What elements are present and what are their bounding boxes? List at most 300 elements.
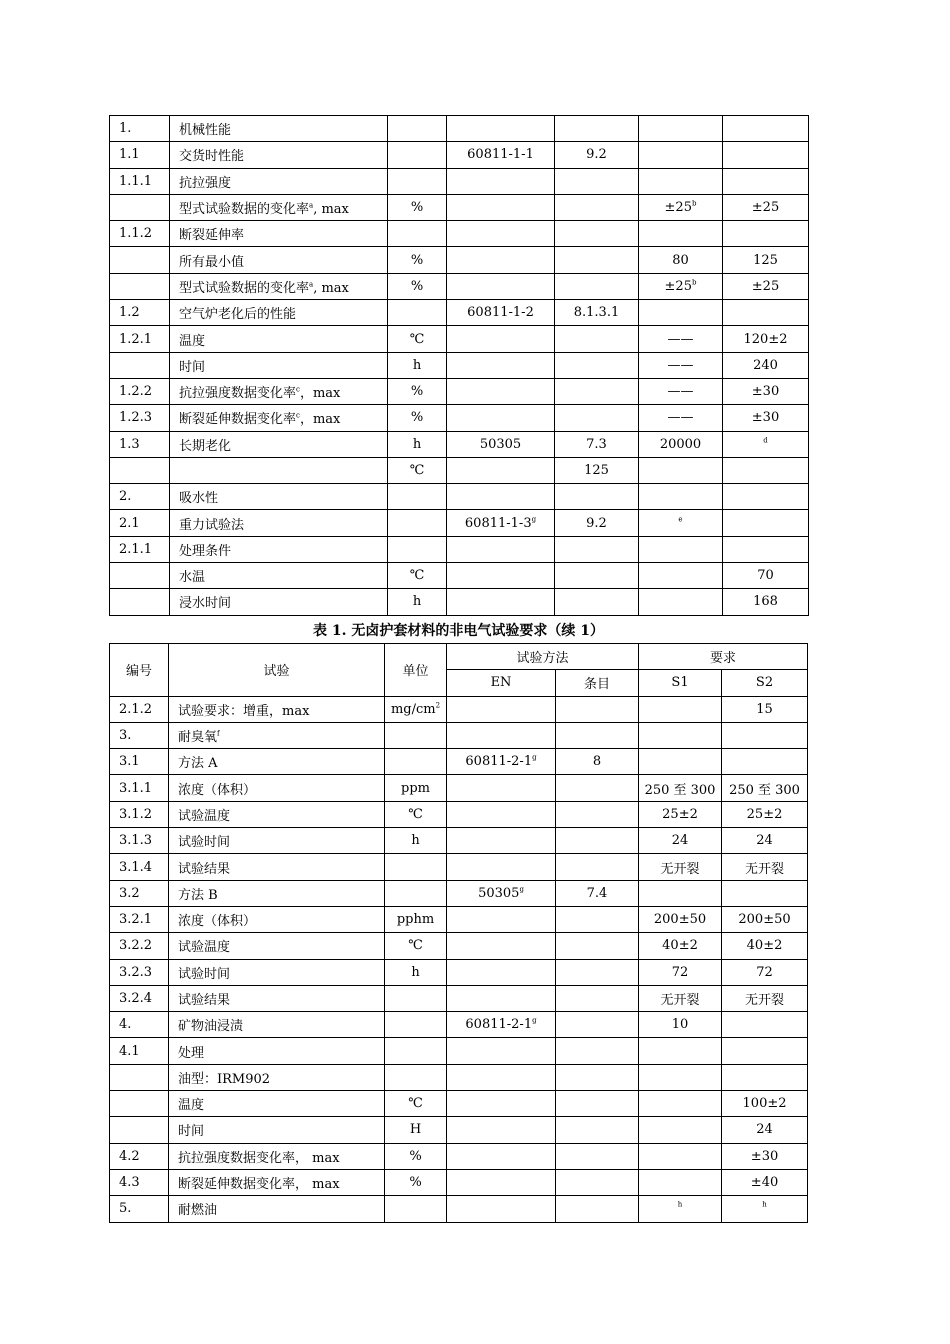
cell-clause [556, 1038, 639, 1064]
cell-no [110, 300, 170, 326]
table-row [110, 116, 809, 142]
cell-s1-text: 10 [671, 1017, 689, 1033]
cell-unit [385, 1117, 447, 1143]
cell-s2-text: ±25 [751, 278, 780, 294]
cell-unit-text: h [412, 357, 422, 373]
cell-unit [385, 906, 447, 932]
footnote-mark: b [691, 278, 697, 287]
cell-s2 [722, 1117, 808, 1143]
cell-unit [385, 1169, 447, 1195]
table-row [110, 1196, 808, 1222]
header-en: EN [447, 670, 556, 696]
cell-s2-text: 200±50 [738, 912, 791, 928]
cell-s1-text: —— [667, 384, 694, 400]
cell-clause-text: 8.1.3.1 [573, 305, 620, 321]
cell-no-text: 1.1 [119, 147, 140, 163]
footnote-mark: g [532, 754, 537, 762]
cell-no [110, 801, 169, 827]
cell-clause [556, 985, 639, 1011]
cell-s2 [722, 828, 808, 854]
cell-s1 [639, 221, 723, 247]
cell-test-text: 所有最小值 [179, 254, 245, 270]
cell-en [447, 933, 556, 959]
cell-unit [388, 510, 447, 536]
table-row [110, 1064, 808, 1090]
cell-test [170, 273, 388, 299]
cell-en [447, 1091, 556, 1117]
cell-clause [555, 221, 639, 247]
cell-test-text: 型式试验数据的变化率 [179, 280, 310, 296]
cell-test-tail: , max [313, 202, 349, 218]
cell-en [447, 273, 555, 299]
cell-test [169, 775, 385, 801]
cell-s1 [639, 801, 722, 827]
cell-no [110, 1117, 169, 1143]
cell-unit [385, 1143, 447, 1169]
cell-clause [556, 1196, 639, 1222]
cell-unit [388, 273, 447, 299]
cell-en [447, 563, 555, 589]
cell-s1-text: 72 [671, 964, 689, 980]
cell-test-text: 空气炉老化后的性能 [179, 307, 297, 323]
cell-no [110, 168, 170, 194]
cell-en [447, 405, 555, 431]
table-row [110, 749, 808, 775]
cell-test-text: 抗拉强度数据变化率， max [178, 1150, 340, 1166]
cell-test-text: 重力试验法 [179, 517, 245, 533]
cell-unit [385, 1038, 447, 1064]
table-row [110, 985, 808, 1011]
table-row [110, 405, 809, 431]
cell-en [447, 1169, 556, 1195]
table-row [110, 775, 808, 801]
cell-test-text: 时间 [178, 1124, 205, 1140]
cell-test [169, 1143, 385, 1169]
cell-unit [385, 749, 447, 775]
cell-s2-text: ±40 [750, 1175, 779, 1191]
footnote-mark: h [762, 1201, 767, 1210]
cell-no-text: 4.3 [119, 1175, 140, 1191]
cell-test-text: 耐臭氧 [178, 730, 218, 746]
cell-s2 [722, 854, 808, 880]
cell-en [447, 326, 555, 352]
footnote-mark: 2 [435, 701, 441, 710]
footnote-mark: c [296, 412, 300, 421]
cell-no [110, 457, 170, 483]
cell-test-text: 水温 [179, 570, 206, 586]
cell-no-text: 3.1.2 [119, 806, 153, 822]
cell-s1-text: 250 至 300 [644, 782, 716, 798]
cell-s2-text: 240 [753, 357, 778, 373]
cell-test-text: 耐燃油 [178, 1203, 218, 1219]
cell-s2 [722, 775, 808, 801]
cell-no [110, 696, 169, 722]
cell-s2 [722, 985, 808, 1011]
cell-s2-text: 40±2 [746, 938, 783, 954]
cell-test [170, 536, 388, 562]
cell-s1 [639, 854, 722, 880]
cell-no [110, 985, 169, 1011]
cell-en [447, 749, 556, 775]
cell-test-text: 断裂延伸数据变化率 [179, 412, 297, 428]
cell-s2 [723, 194, 809, 220]
cell-unit [388, 116, 447, 142]
cell-test [170, 168, 388, 194]
cell-clause [555, 457, 639, 483]
cell-en [447, 589, 555, 615]
cell-s1 [639, 1091, 722, 1117]
cell-test-text: 试验时间 [178, 966, 231, 982]
cell-no-text: 3.2 [119, 885, 140, 901]
table-row [110, 933, 808, 959]
cell-unit-text: % [410, 278, 424, 294]
cell-test-text: 浸水时间 [179, 596, 232, 612]
cell-test [169, 696, 385, 722]
cell-no [110, 247, 170, 273]
cell-unit-text: h [412, 436, 422, 452]
cell-unit-text: % [410, 384, 424, 400]
cell-test-text: 型式试验数据的变化率 [179, 202, 310, 218]
cell-en [447, 906, 556, 932]
cell-s2 [723, 431, 809, 457]
table2-body [110, 696, 808, 1222]
cell-clause [555, 563, 639, 589]
cell-clause [555, 510, 639, 536]
cell-no-text: 2. [119, 489, 132, 505]
cell-en [447, 1064, 556, 1090]
cell-s1 [639, 405, 723, 431]
cell-test [169, 1038, 385, 1064]
cell-s1-text: 无开裂 [660, 861, 700, 877]
cell-en [447, 194, 555, 220]
cell-clause [555, 536, 639, 562]
cell-s1 [639, 696, 722, 722]
cell-test-text: 温度 [178, 1098, 205, 1114]
cell-clause [556, 696, 639, 722]
cell-test [169, 1012, 385, 1038]
cell-s2 [722, 906, 808, 932]
cell-s2 [722, 1091, 808, 1117]
cell-test-text: 机械性能 [179, 123, 232, 139]
table-row [110, 959, 808, 985]
cell-no-text: 5. [119, 1201, 132, 1217]
footnote-mark: h [677, 1201, 683, 1210]
cell-clause-text: 7.3 [586, 436, 607, 452]
cell-unit [385, 933, 447, 959]
cell-s2-text: 70 [757, 568, 774, 584]
cell-s1 [639, 775, 722, 801]
cell-test [169, 1117, 385, 1143]
cell-clause [555, 142, 639, 168]
cell-no-text: 3.1 [119, 754, 140, 770]
cell-test [169, 828, 385, 854]
table-row [110, 801, 808, 827]
cell-test-text: 抗拉强度数据变化率 [179, 386, 297, 402]
cell-en [447, 221, 555, 247]
cell-no-text: 1.1.1 [119, 173, 153, 189]
cell-clause [555, 431, 639, 457]
cell-unit-text: h [411, 833, 420, 849]
cell-clause [555, 116, 639, 142]
cell-test [169, 854, 385, 880]
table-row [110, 1117, 808, 1143]
table-row [110, 194, 809, 220]
cell-s1 [639, 1117, 722, 1143]
cell-test [170, 142, 388, 168]
cell-clause [556, 1091, 639, 1117]
cell-no-text: 1.2.3 [119, 410, 153, 426]
cell-clause [556, 959, 639, 985]
cell-unit [385, 1064, 447, 1090]
cell-clause [556, 906, 639, 932]
cell-unit-text: % [409, 1175, 422, 1191]
cell-s2-text: 24 [756, 1122, 773, 1138]
cell-s2-text: 250 至 300 [729, 782, 800, 798]
cell-unit [388, 326, 447, 352]
cell-en [447, 696, 556, 722]
header-s1: S1 [639, 670, 722, 696]
cell-s2 [723, 300, 809, 326]
cell-en [447, 1196, 556, 1222]
cell-s1-text: ±25 [664, 200, 692, 216]
cell-no [110, 1196, 169, 1222]
footnote-mark: g [532, 1016, 537, 1025]
cell-no [110, 431, 170, 457]
header-no: 编号 [110, 644, 169, 697]
table-row [110, 1091, 808, 1117]
cell-clause-text: 125 [584, 463, 609, 478]
cell-en [447, 1143, 556, 1169]
cell-en [447, 352, 555, 378]
cell-no-text: 1.1.2 [119, 226, 153, 242]
cell-s2 [723, 273, 809, 299]
cell-clause [555, 194, 639, 220]
cell-no-text: 1.2.2 [119, 384, 153, 400]
cell-clause [556, 1064, 639, 1090]
cell-test [170, 378, 388, 404]
cell-s1 [639, 589, 723, 615]
cell-test-text: 抗拉强度 [179, 175, 232, 191]
cell-test [169, 985, 385, 1011]
cell-test-text: 试验时间 [178, 835, 231, 851]
cell-s1 [639, 906, 722, 932]
cell-no-text: 3.2.2 [119, 938, 153, 954]
cell-no [110, 378, 170, 404]
cell-unit [385, 828, 447, 854]
cell-no-text: 4. [119, 1017, 132, 1033]
cell-s1-text: 25±2 [662, 806, 698, 822]
table-row [110, 510, 809, 536]
cell-test-text: 处理 [178, 1045, 205, 1061]
table-row [110, 326, 809, 352]
cell-test [170, 352, 388, 378]
cell-s2 [722, 1012, 808, 1038]
cell-unit-text: h [412, 594, 422, 610]
table-caption: 表 1. 无卤护套材料的非电气试验要求（续 1） [313, 623, 604, 639]
cell-no [110, 142, 170, 168]
cell-en-text: 50305 [479, 436, 522, 452]
cell-s2 [722, 722, 808, 748]
cell-no-text: 3. [119, 728, 132, 744]
footnote-mark: g [531, 515, 537, 524]
cell-s1 [639, 828, 722, 854]
cell-clause [555, 405, 639, 431]
cell-s2 [723, 563, 809, 589]
cell-test-text: 方法 A [178, 756, 218, 772]
cell-unit [388, 563, 447, 589]
cell-test-text: 交货时性能 [179, 149, 245, 165]
cell-s1 [639, 1196, 722, 1222]
cell-test-text: 吸水性 [179, 491, 219, 507]
cell-clause [555, 378, 639, 404]
cell-test [169, 906, 385, 932]
cell-test [169, 749, 385, 775]
cell-unit [388, 300, 447, 326]
cell-no [110, 589, 170, 615]
table-row [110, 221, 809, 247]
cell-test-text: 试验结果 [178, 861, 231, 877]
cell-no-text: 4.1 [119, 1043, 140, 1059]
cell-no [110, 194, 170, 220]
cell-test-tail: ，max [299, 386, 341, 402]
cell-no [110, 221, 170, 247]
cell-en [447, 510, 555, 536]
cell-clause [556, 775, 639, 801]
table-row [110, 1038, 808, 1064]
cell-no-text: 3.1.3 [119, 833, 153, 849]
cell-s2-text: 25±2 [746, 806, 783, 822]
cell-s1-text: —— [667, 410, 694, 426]
table-row [110, 168, 809, 194]
cell-no [110, 775, 169, 801]
cell-en [447, 168, 555, 194]
cell-test-text: 浓度（体积） [178, 782, 257, 798]
cell-s2-text: ±25 [751, 200, 780, 216]
cell-s1 [639, 959, 722, 985]
cell-unit-text: ℃ [408, 806, 423, 822]
table-row [110, 352, 809, 378]
table-row [110, 536, 809, 562]
cell-unit [385, 722, 447, 748]
cell-s1 [639, 247, 723, 273]
table-row [110, 1012, 808, 1038]
cell-no-text: 3.2.3 [119, 964, 153, 980]
cell-unit-text: ℃ [409, 463, 425, 478]
cell-s1 [639, 933, 722, 959]
cell-unit [385, 1196, 447, 1222]
cell-test-text: 矿物油浸渍 [178, 1019, 244, 1035]
table-row [110, 378, 809, 404]
cell-no [110, 933, 169, 959]
cell-no [110, 563, 170, 589]
cell-unit-text: % [410, 410, 424, 426]
cell-unit [385, 880, 447, 906]
cell-no [110, 828, 169, 854]
cell-unit-text: ℃ [408, 1096, 423, 1112]
cell-s2-text: 125 [753, 252, 778, 268]
cell-no-text: 1.3 [119, 436, 140, 452]
cell-en [447, 1012, 556, 1038]
cell-no [110, 854, 169, 880]
table-continued-part [109, 115, 809, 616]
cell-test [169, 1064, 385, 1090]
table-row [110, 300, 809, 326]
cell-unit-text: % [409, 1148, 422, 1164]
cell-test-text: 断裂延伸数据变化率， max [178, 1177, 340, 1193]
cell-test [170, 194, 388, 220]
cell-s2 [722, 1143, 808, 1169]
header-s2: S2 [722, 670, 808, 696]
cell-en [447, 985, 556, 1011]
cell-clause [556, 749, 639, 775]
cell-s1 [639, 142, 723, 168]
cell-en [447, 431, 555, 457]
cell-s1 [639, 536, 723, 562]
cell-clause-text: 7.4 [586, 885, 608, 901]
cell-en-text: 50305 [478, 885, 520, 901]
cell-s2-text: ±30 [751, 410, 780, 426]
cell-en [447, 1117, 556, 1143]
table-row [110, 1169, 808, 1195]
cell-s1-text: —— [667, 331, 694, 347]
cell-s2 [723, 589, 809, 615]
cell-clause [555, 589, 639, 615]
cell-no [110, 352, 170, 378]
cell-en [447, 801, 556, 827]
table-row [110, 273, 809, 299]
cell-en [447, 300, 555, 326]
cell-unit [385, 801, 447, 827]
cell-test [169, 959, 385, 985]
cell-test-text: 时间 [179, 359, 206, 375]
cell-no [110, 749, 169, 775]
table-row [110, 906, 808, 932]
cell-unit [388, 142, 447, 168]
cell-test-text: 试验温度 [178, 940, 231, 956]
cell-no [110, 405, 170, 431]
cell-test-text: 试验温度 [178, 808, 231, 824]
cell-unit [388, 221, 447, 247]
cell-unit-text: ℃ [409, 568, 425, 584]
cell-s2 [722, 801, 808, 827]
cell-unit [385, 1091, 447, 1117]
cell-s1 [639, 749, 722, 775]
cell-clause [556, 722, 639, 748]
cell-no-text: 3.2.4 [119, 991, 153, 1006]
cell-no [110, 906, 169, 932]
table1-body [110, 116, 809, 616]
cell-clause [556, 1169, 639, 1195]
footnote-mark: e [678, 515, 683, 524]
cell-s2 [722, 1169, 808, 1195]
table-row [110, 1143, 808, 1169]
cell-test [170, 326, 388, 352]
footnote-mark: a [309, 280, 314, 289]
cell-en [447, 378, 555, 404]
cell-unit [385, 959, 447, 985]
cell-clause [556, 1143, 639, 1169]
cell-test-text: 处理条件 [179, 543, 232, 559]
cell-unit-text: % [410, 200, 424, 216]
cell-s1-text: 40±2 [662, 938, 698, 954]
cell-test-text: 温度 [179, 333, 206, 349]
header-clause: 条目 [556, 670, 639, 696]
table-1-continued [109, 643, 808, 1223]
cell-s1-text: 80 [672, 252, 689, 268]
cell-s2 [723, 352, 809, 378]
cell-test [170, 405, 388, 431]
cell-no [110, 1169, 169, 1195]
